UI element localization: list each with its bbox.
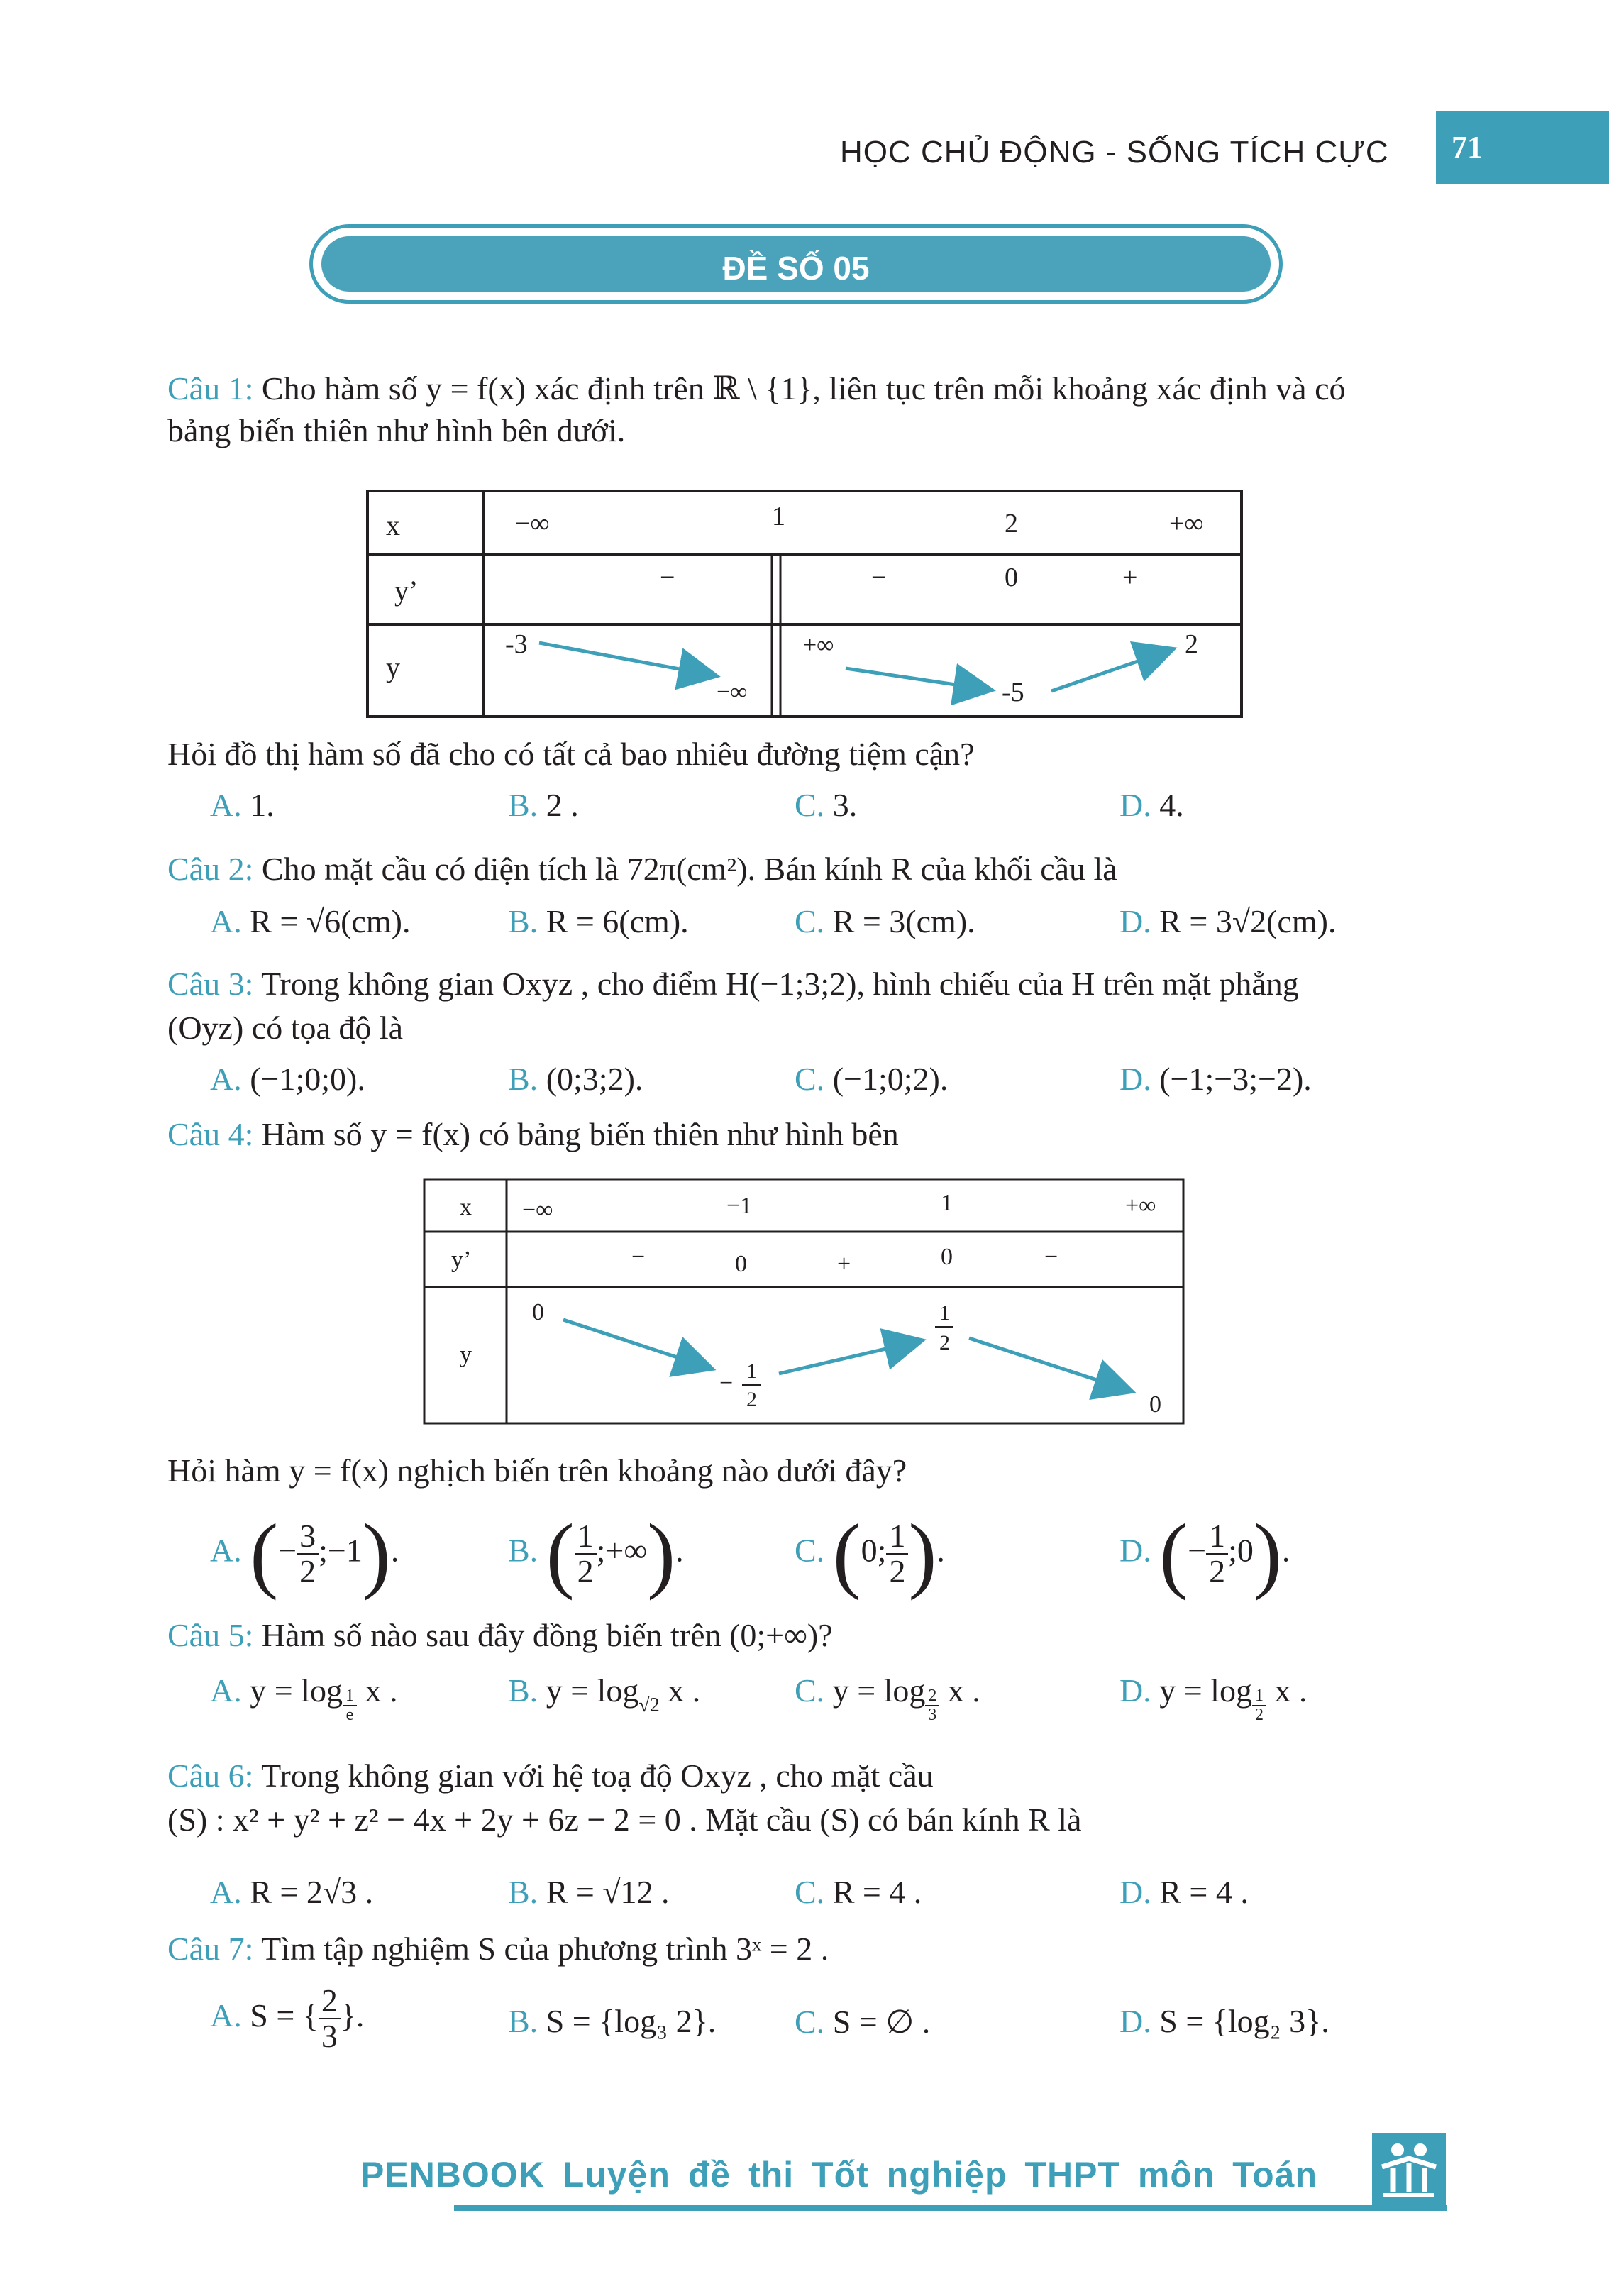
q6-line1 xyxy=(167,1757,934,1794)
q1-line2: bảng biến thiên như hình bên dưới. xyxy=(167,412,626,448)
q4-option-c[interactable]: C. (0; $\frac{1}{2}$ ). xyxy=(795,1506,945,1601)
q4-y-5: 2 xyxy=(939,1331,950,1354)
q4-option-a[interactable]: A. (− $\frac{3}{2}$ ;−1). xyxy=(210,1506,399,1601)
q5-option-b[interactable]: B. $y = \log_{√2} x$ . xyxy=(508,1672,701,1716)
q5-line1 xyxy=(167,1616,833,1654)
q1-yp-2: 0 xyxy=(1005,563,1018,592)
q4-line1 xyxy=(167,1115,899,1153)
q1-x-1: 1 xyxy=(772,502,785,531)
q1-row-y: y xyxy=(386,651,400,683)
q1-option-c[interactable]: C. 3. xyxy=(795,787,858,823)
q1-row-yp: y’ xyxy=(394,575,419,607)
q5-option-a[interactable]: A. y = log $\frac{1}{e}$ x . xyxy=(210,1672,398,1724)
q4-x-0: −∞ xyxy=(522,1197,553,1223)
q7-option-d[interactable]: D. S = {log₂ 3}. xyxy=(1119,2003,1329,2039)
q6-text: Trong không gian với hệ toạ độ Oxyz , cho mặt cầu xyxy=(261,1757,934,1794)
q6-option-b[interactable]: B. R = √12 . xyxy=(508,1874,670,1910)
q1-y-1: −∞ xyxy=(717,679,748,705)
q7-text: Tìm tập nghiệm S của phương trình 3ˣ = 2 . xyxy=(261,1931,829,1967)
q1-variation-table xyxy=(366,490,1243,724)
q1-x-2: 2 xyxy=(1005,509,1018,539)
exam-title-banner xyxy=(309,224,1283,304)
q1-line1 xyxy=(167,369,1346,407)
q4-yp-0: − xyxy=(631,1244,646,1270)
q3-text: Trong không gian Oxyz , cho điểm H(−1;3;2), hình chiếu của H trên mặt phẳng xyxy=(261,966,1299,1002)
q4-variation-table xyxy=(423,1178,1186,1426)
q1-arrow-2 xyxy=(846,668,989,690)
q1-y-2: +∞ xyxy=(803,632,834,658)
q1-label: Câu 1: xyxy=(167,370,254,407)
q7-label: Câu 7: xyxy=(167,1931,254,1967)
q2-option-c[interactable]: C. R = 3(cm). xyxy=(795,903,975,939)
q4-yp-4: − xyxy=(1044,1244,1058,1270)
q1-y-4: 2 xyxy=(1185,629,1198,659)
q1-text-b: xác định trên xyxy=(533,370,704,407)
q4-yp-2: + xyxy=(837,1251,851,1277)
q3-option-a[interactable]: A. (−1;0;0). xyxy=(210,1061,365,1097)
q4-option-b[interactable]: B. ( $\frac{1}{2}$ ;+∞). xyxy=(508,1506,684,1601)
q6-option-c[interactable]: C. R = 4 . xyxy=(795,1874,922,1910)
q1-arrow-3 xyxy=(1051,650,1171,691)
q1-x-3: +∞ xyxy=(1169,509,1204,539)
q1-option-a[interactable]: A. 1. xyxy=(210,787,275,823)
q4-y-1: − xyxy=(719,1370,734,1396)
q7-option-b[interactable]: B. S = {log₃ 2}. xyxy=(508,2003,717,2039)
q5-option-d[interactable]: D. y = log $\frac{1}{2}$ x . xyxy=(1119,1672,1307,1724)
q4-yp-3: 0 xyxy=(941,1244,953,1270)
q1-option-b[interactable]: B. 2 . xyxy=(508,787,579,823)
q3-option-d[interactable]: D. (−1;−3;−2). xyxy=(1119,1061,1312,1097)
q4-y-6: 0 xyxy=(1149,1391,1161,1418)
q3-option-c[interactable]: C. (−1;0;2). xyxy=(795,1061,949,1097)
exam-title-fill xyxy=(321,236,1271,292)
q4-row-x: x xyxy=(460,1194,472,1220)
q1-table-border xyxy=(367,491,1242,717)
q6-line2: (S) : x² + y² + z² − 4x + 2y + 6z − 2 = 0 . Mặt cầu (S) có bán kính R là xyxy=(167,1801,1082,1838)
q4-x-1: −1 xyxy=(726,1193,753,1219)
q5-label: Câu 5: xyxy=(167,1617,254,1653)
q4-y-4: 1 xyxy=(939,1301,950,1325)
q3-label: Câu 3: xyxy=(167,966,254,1002)
q2-text: Cho mặt cầu có diện tích là 72π(cm²). Bán kính R của khối cầu là xyxy=(261,851,1117,887)
q2-option-d[interactable]: D. R = 3√2(cm). xyxy=(1119,903,1337,939)
q4-x-3: +∞ xyxy=(1125,1193,1156,1219)
q4-yp-1: 0 xyxy=(735,1251,747,1277)
q4-arrow-1 xyxy=(563,1320,709,1368)
q7-option-c[interactable]: C. S = ∅ . xyxy=(795,2004,931,2040)
q2-line1 xyxy=(167,850,1117,888)
q6-option-a[interactable]: A. R = 2√3 . xyxy=(210,1874,374,1910)
q1-row-x: x xyxy=(386,509,400,541)
q4-arrow-3 xyxy=(969,1338,1129,1391)
q2-option-b[interactable]: B. R = 6(cm). xyxy=(508,903,689,939)
footer-rule xyxy=(454,2205,1447,2211)
q2-option-a[interactable]: A. R = √6(cm). xyxy=(210,903,411,939)
q4-x-2: 1 xyxy=(941,1190,953,1216)
q5-text: Hàm số nào sau đây đồng biến trên (0;+∞)? xyxy=(261,1617,833,1653)
footer-title: PENBOOK Luyện đề thi Tốt nghiệp THPT môn Toán xyxy=(360,2155,1318,2195)
q4-arrow-2 xyxy=(779,1341,919,1374)
q6-option-d[interactable]: D. R = 4 . xyxy=(1119,1874,1249,1910)
q1-option-d[interactable]: D. 4. xyxy=(1119,787,1184,823)
q1-y-3: -5 xyxy=(1002,678,1024,707)
q4-y-3: 2 xyxy=(746,1388,757,1411)
q4-label: Câu 4: xyxy=(167,1116,254,1152)
q1-question: Hỏi đồ thị hàm số đã cho có tất cả bao nhiêu đường tiệm cận? xyxy=(167,736,975,772)
q3-option-b[interactable]: B. (0;3;2). xyxy=(508,1061,643,1097)
running-header: HỌC CHỦ ĐỘNG - SỐNG TÍCH CỰC xyxy=(840,135,1389,170)
q4-row-y: y xyxy=(460,1342,472,1368)
q6-label: Câu 6: xyxy=(167,1757,254,1794)
q1-arrow-1 xyxy=(539,643,714,675)
q4-row-yp: y’ xyxy=(451,1247,472,1273)
q5-option-c[interactable]: C. y = log $\frac{2}{3}$ x . xyxy=(795,1672,980,1724)
page-number: 71 xyxy=(1452,130,1483,165)
q1-x-0: −∞ xyxy=(515,509,550,539)
q3-line2: (Oyz) có tọa độ là xyxy=(167,1010,404,1046)
q4-y-0: 0 xyxy=(532,1299,544,1325)
logo-icon xyxy=(1372,2133,1446,2207)
q4-question: Hỏi hàm y = f(x) nghịch biến trên khoảng nào dưới đây? xyxy=(167,1452,907,1489)
q4-y-2: 1 xyxy=(746,1359,757,1383)
q2-label: Câu 2: xyxy=(167,851,254,887)
q7-option-a[interactable]: A. S = { $\frac{2}{3}$ }. xyxy=(210,1982,365,2055)
q7-line1 xyxy=(167,1930,829,1967)
q1-yp-3: + xyxy=(1122,563,1138,592)
q4-text: Hàm số y = f(x) có bảng biến thiên như hình bên xyxy=(261,1116,899,1152)
exam-title: ĐỀ SỐ 05 xyxy=(722,250,870,287)
q1-text-a: Cho hàm số xyxy=(261,370,418,407)
q1-expr-a: y = f(x) xyxy=(426,370,526,407)
q1-y-0: -3 xyxy=(505,629,528,659)
q3-line1 xyxy=(167,965,1299,1003)
q4-option-d[interactable]: D. (− $\frac{1}{2}$ ;0). xyxy=(1119,1506,1290,1601)
q1-expr-b: ℝ \ {1} xyxy=(712,370,813,407)
q1-text-c: , liên tục trên mỗi khoảng xác định và có xyxy=(812,370,1346,407)
q1-yp-1: − xyxy=(871,563,887,592)
q1-yp-0: − xyxy=(660,563,675,592)
